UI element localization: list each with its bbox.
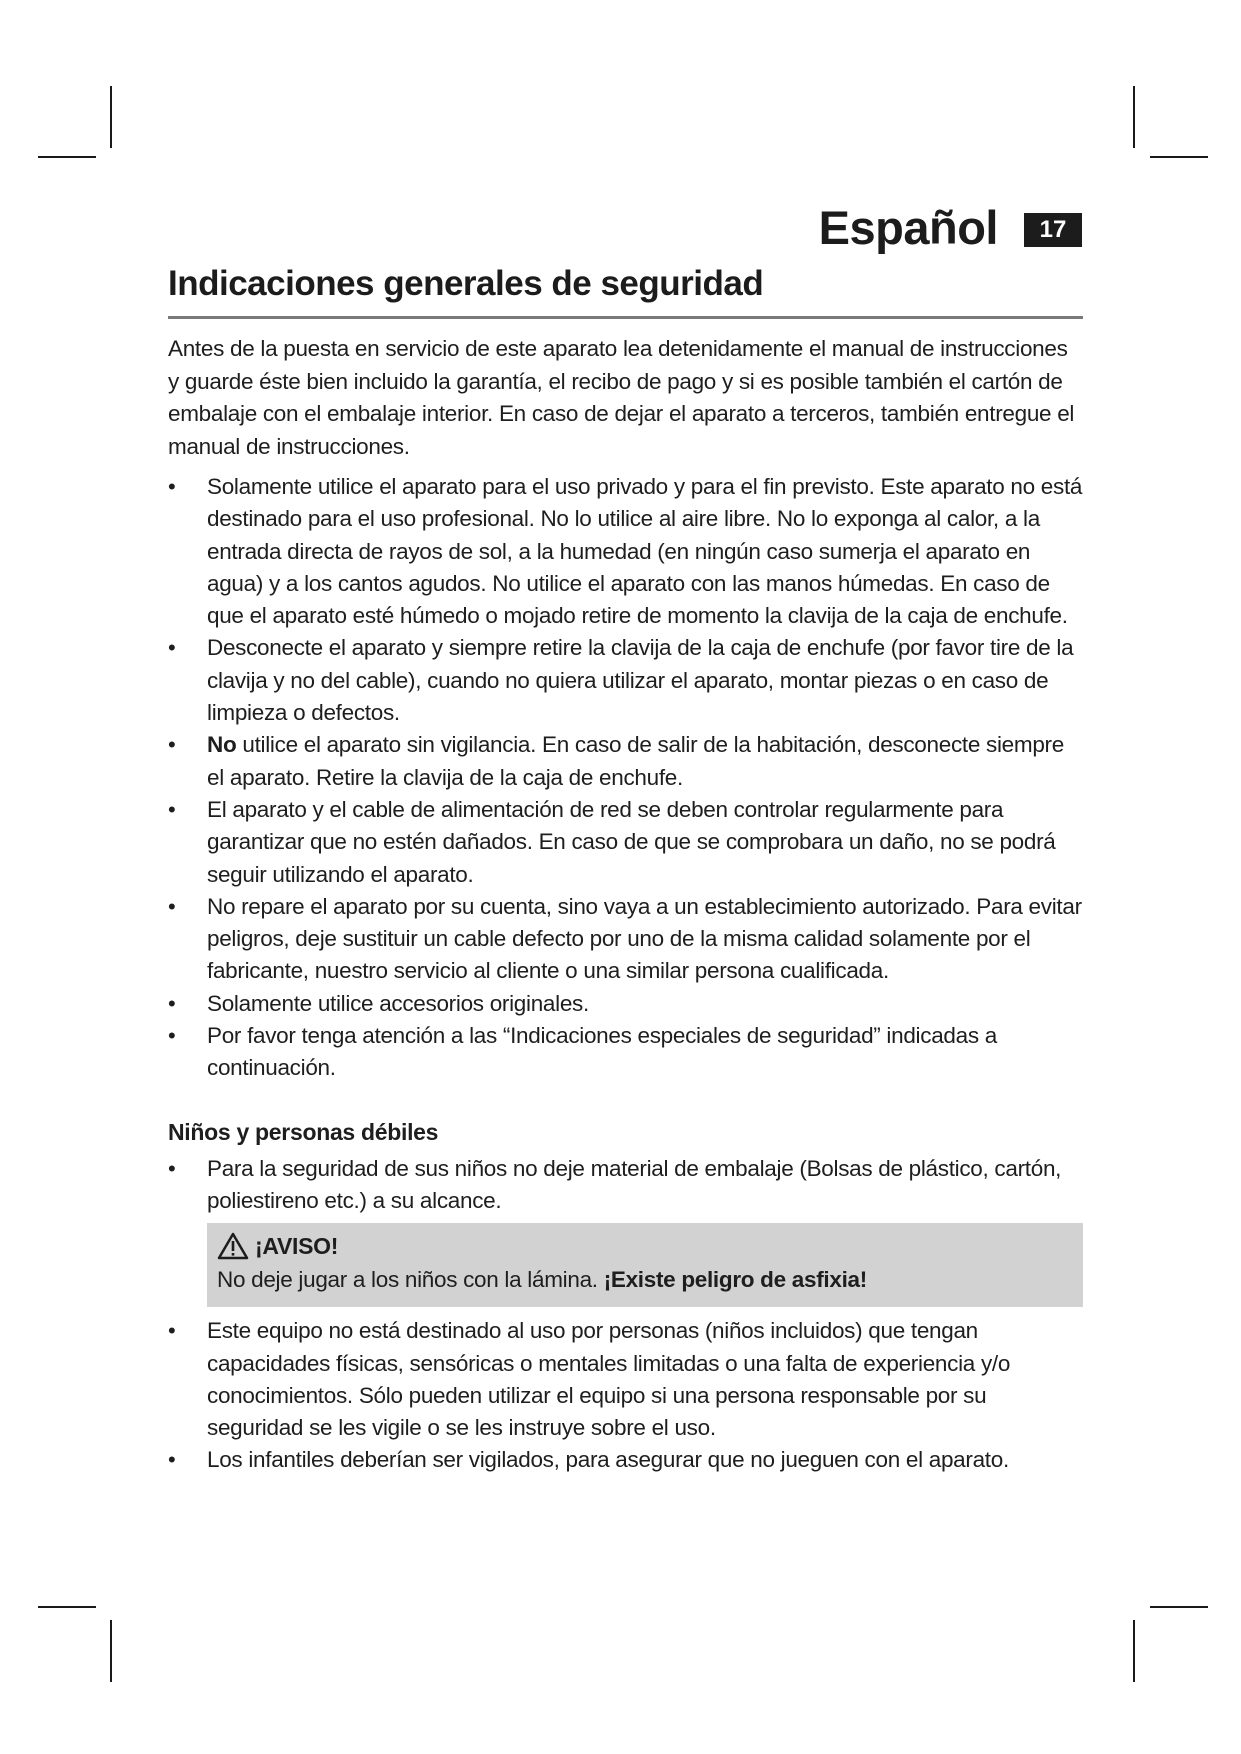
main-content <box>168 262 1083 1477</box>
warning-box <box>207 1223 1083 1307</box>
page-number: 17 <box>1024 213 1082 247</box>
children-list-continued <box>168 1315 1083 1476</box>
children-heading: Niños y personas débiles <box>168 1118 439 1145</box>
bullet-marker: • <box>168 474 176 499</box>
safety-list <box>168 471 1083 1085</box>
warning-text: No deje jugar a los niños con la lámina. ¡Existe peligro de asfixia! <box>217 1267 867 1293</box>
list-item: • Desconecte el aparato y siempre retire la clavija de la caja de enchufe (por favor tire de la clavija y no del cable), cuando no quiera utilizar el aparato, montar piezas o en caso de limpieza o defectos. <box>168 632 1083 729</box>
warning-emphasis: ¡Existe peligro de asfixia! <box>603 1267 867 1293</box>
list-item: • No utilice el aparato sin vigilancia. En caso de salir de la habitación, desconecte siempre el aparato. Retire la clavija de la caja de enchufe. <box>168 729 1083 794</box>
list-item: • Los infantiles deberían ser vigilados, para asegurar que no jueguen con el aparato. <box>168 1444 1083 1476</box>
crop-mark <box>1150 156 1208 158</box>
intro-paragraph: Antes de la puesta en servicio de este aparato lea detenidamente el manual de instrucciones y guarde éste bien incluido la garantía, el recibo de pago y si es posible también el cartón de embalaje con el embalaje interior. En caso de dejar el aparato a terceros, también entregue el manual de instrucciones. <box>168 336 1075 459</box>
list-item: • Para la seguridad de sus niños no deje material de embalaje (Bolsas de plástico, cartón, poliestireno etc.) a su alcance. <box>168 1153 1083 1218</box>
page-header <box>818 201 1082 254</box>
bullet-marker: • <box>168 990 176 1016</box>
bullet-marker: • <box>168 732 176 758</box>
crop-mark <box>38 1606 96 1608</box>
children-list <box>168 1153 1083 1218</box>
warning-heading <box>217 1229 1073 1263</box>
list-item: • El aparato y el cable de alimentación de red se deben controlar regularmente para garantizar que no estén dañados. En caso de que se comprobara un daño, no se podrá seguir utilizando el aparato. <box>168 794 1083 891</box>
bullet-marker: • <box>168 1155 176 1181</box>
list-item: • Solamente utilice accesorios originales. <box>168 988 1083 1020</box>
bullet-marker: • <box>168 796 176 822</box>
bullet-marker: • <box>168 1318 176 1344</box>
list-item: • Este equipo no está destinado al uso por personas (niños incluidos) que tengan capacidades físicas, sensóricas o mentales limitadas o una falta de experiencia y/o conocimientos. Sólo pueden utilizar el equipo si una persona responsable por su seguridad se les vigile o se les instruye sobre el uso. <box>168 1315 1083 1444</box>
warning-triangle-icon <box>217 1232 249 1260</box>
crop-mark <box>1150 1606 1208 1608</box>
bullet-marker: • <box>168 635 176 661</box>
list-item: • Por favor tenga atención a las “Indicaciones especiales de seguridad” indicadas a continuación. <box>168 1020 1083 1085</box>
warning-title: ¡AVISO! <box>255 1233 339 1260</box>
bullet-marker: • <box>168 1023 176 1049</box>
crop-mark <box>1133 86 1135 148</box>
list-item: • Solamente utilice el aparato para el uso privado y para el fin previsto. Este aparato no está destinado para el uso profesional. No lo utilice al aire libre. No lo exponga al calor, a la entrada directa de rayos de sol, a la humedad (en ningún caso sumerja el aparato en agua) y a los cantos agudos. No utilice el aparato con las manos húmedas. En caso de que el aparato esté húmedo o mojado retire de momento la clavija de la caja de enchufe. <box>168 471 1083 632</box>
crop-mark <box>1133 1620 1135 1682</box>
language-title: Español <box>818 201 998 254</box>
crop-mark <box>110 1620 112 1682</box>
bullet-marker: • <box>168 893 176 919</box>
bullet-marker: • <box>168 1447 176 1473</box>
crop-mark <box>38 156 96 158</box>
list-item: • No repare el aparato por su cuenta, sino vaya a un establecimiento autorizado. Para evitar peligros, deje sustituir un cable defecto por uno de la misma calidad solamente por el fabricante, nuestro servicio al cliente o una similar persona cualificada. <box>168 891 1083 988</box>
crop-mark <box>110 86 112 148</box>
section-title: Indicaciones generales de seguridad <box>168 262 1083 319</box>
emphasis-no: No <box>207 732 237 758</box>
